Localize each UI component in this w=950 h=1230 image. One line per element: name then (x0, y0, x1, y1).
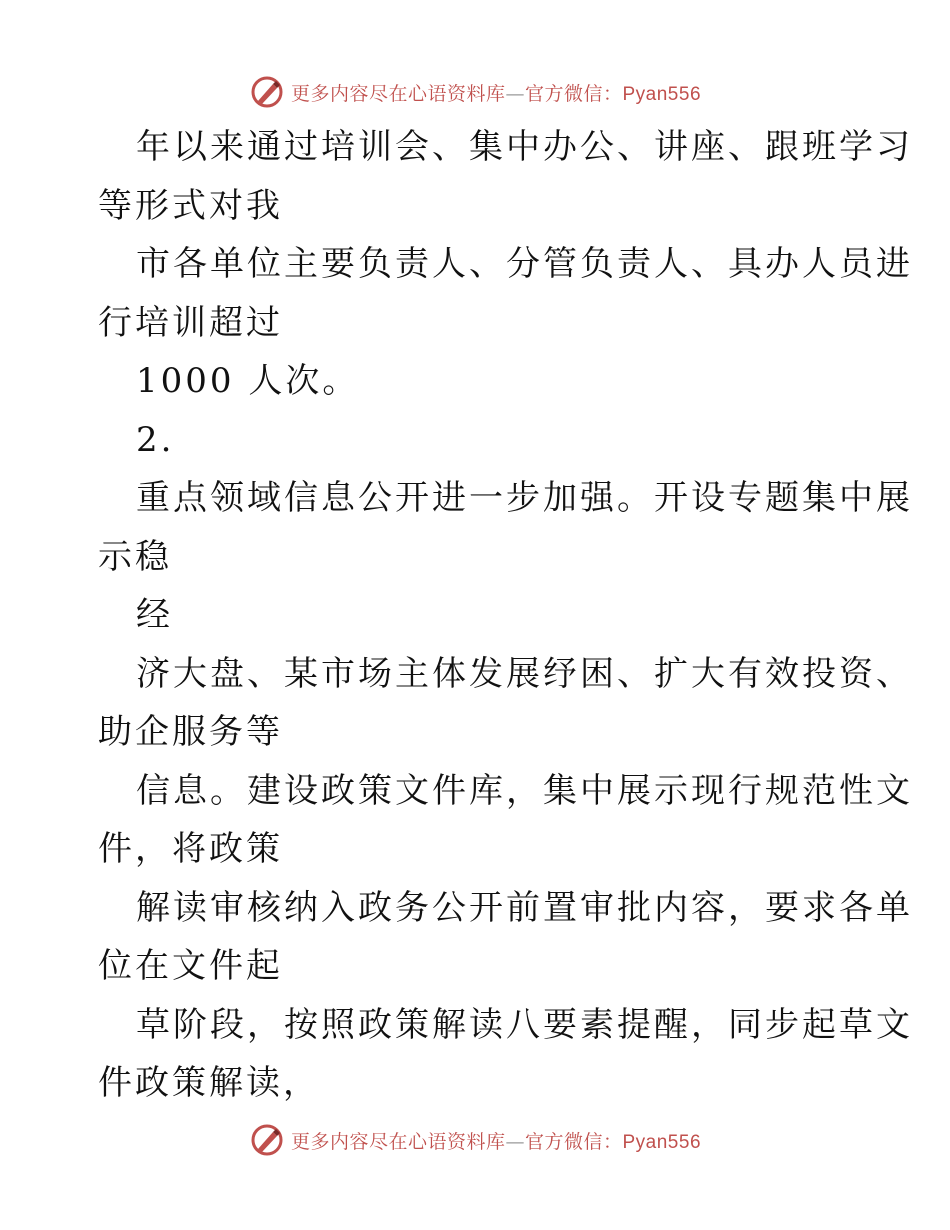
text-line: 重点领域信息公开进一步加强。开设专题集中展 (136, 478, 913, 518)
text-line: 经 (136, 595, 173, 635)
document-body (98, 118, 913, 1113)
text-line: 件，将政策 (98, 829, 283, 869)
text-line: 示稳 (98, 536, 172, 577)
text-line: 1000 人次。 (136, 361, 360, 401)
pen-in-circle-icon (249, 74, 285, 110)
text-line: 2. (136, 419, 175, 460)
footer-banner (0, 1120, 950, 1160)
text-line: 位在文件起 (98, 946, 283, 986)
text-line: 年以来通过培训会、集中办公、讲座、跟班学习 (136, 127, 913, 167)
text-line: 市各单位主要负责人、分管负责人、具办人员进 (136, 244, 913, 284)
text-line: 草阶段，按照政策解读八要素提醒，同步起草文 (136, 1004, 913, 1045)
banner-text: 更多内容尽在心语资料库—官方微信：Pyan556 (290, 82, 702, 105)
text-line: 助企服务等 (98, 712, 283, 752)
text-line: 解读审核纳入政务公开前置审批内容，要求各单 (136, 887, 913, 928)
text-line: 信息。建设政策文件库，集中展示现行规范性文 (136, 770, 913, 811)
text-line: 行培训超过 (98, 302, 283, 343)
pen-in-circle-icon (249, 1122, 285, 1158)
text-line: 济大盘、某市场主体发展纾困、扩大有效投资、 (136, 653, 913, 694)
header-banner (0, 72, 950, 112)
banner-text: 更多内容尽在心语资料库—官方微信：Pyan556 (290, 1130, 702, 1153)
text-line: 等形式对我 (98, 185, 283, 226)
text-line: 件政策解读， (98, 1063, 320, 1103)
